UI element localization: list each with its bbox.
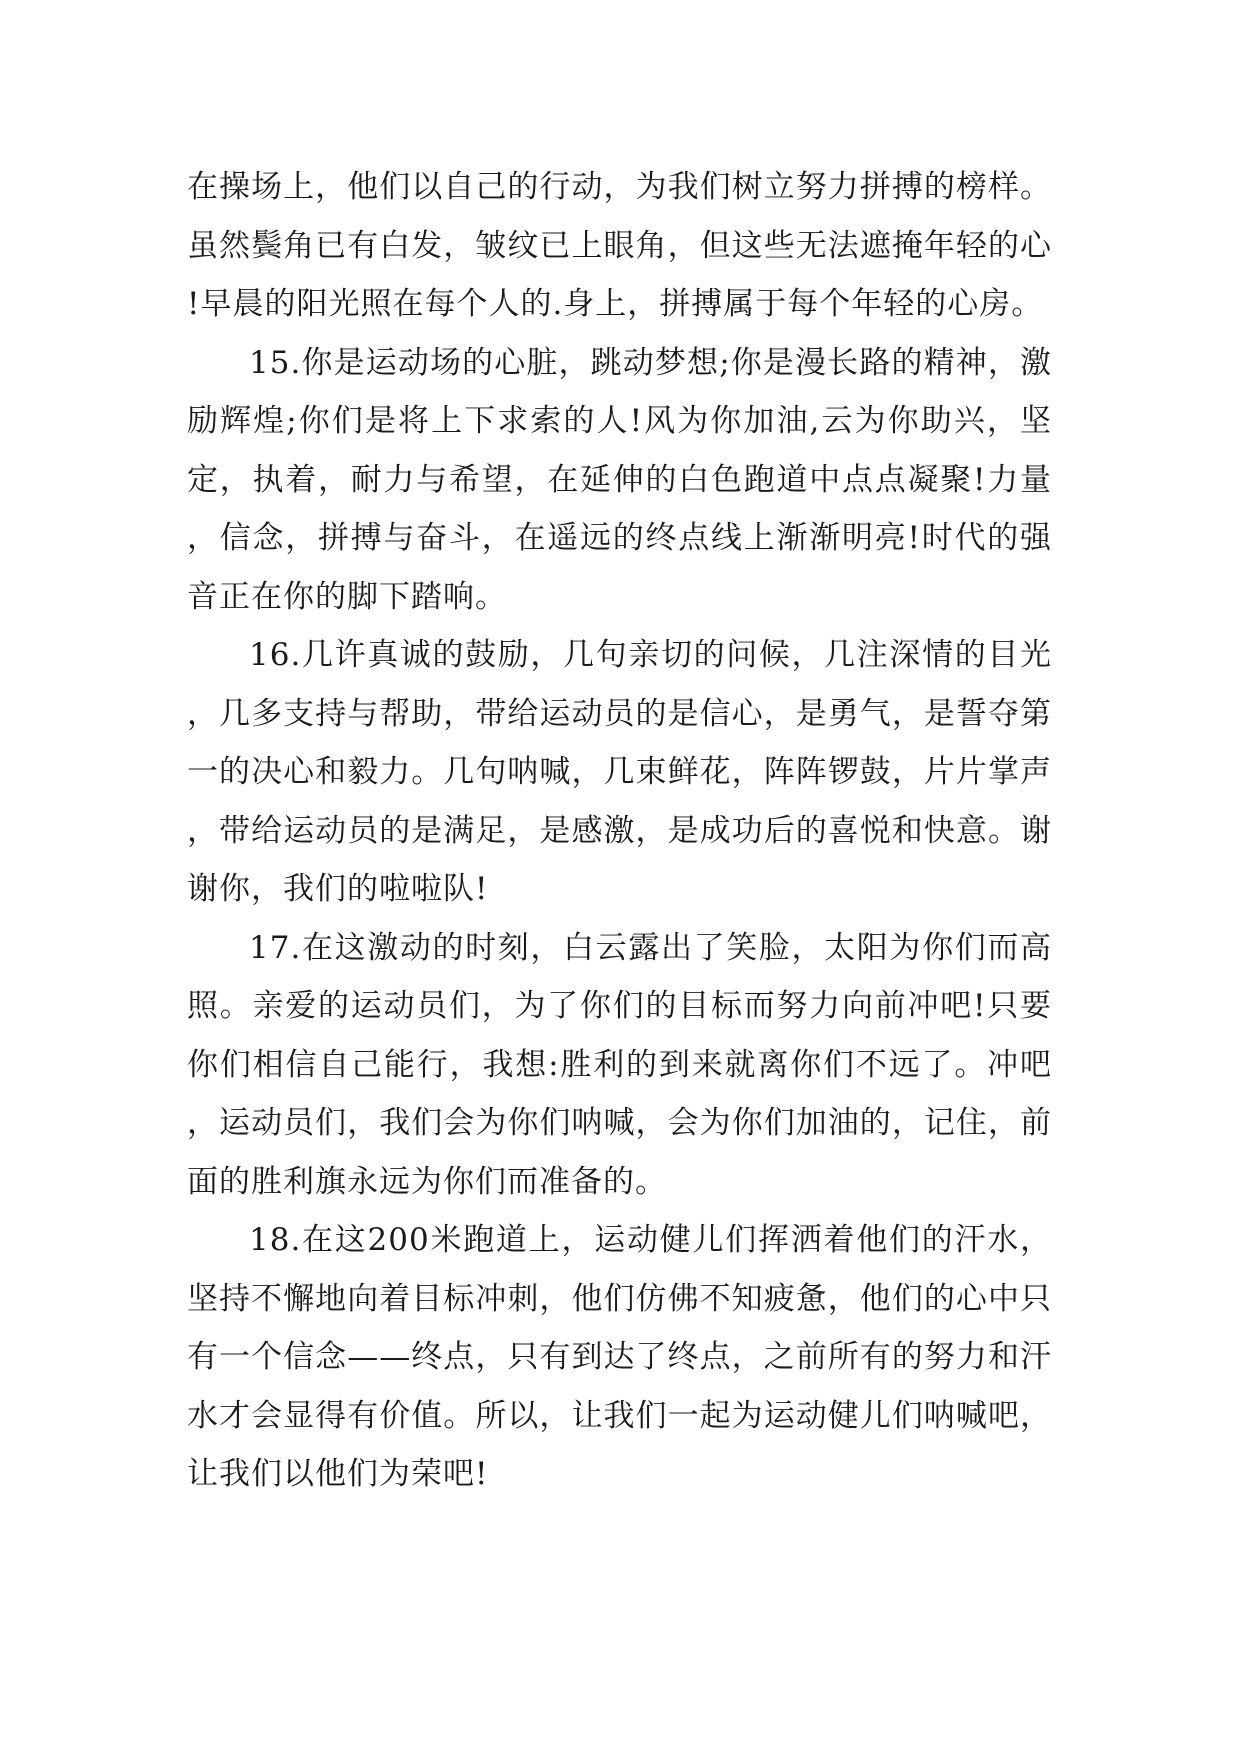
document-body	[187, 158, 1052, 1504]
paragraph-16: 16.几许真诚的鼓励，几句亲切的问候，几注深情的目光，几多支持与帮助，带给运动员的是信心，是勇气，是誓夺第一的决心和毅力。几句呐喊，几束鲜花，阵阵锣鼓，片片掌声，带给运动员的是满足，是感激，是成功后的喜悦和快意。谢谢你，我们的啦啦队!	[187, 637, 1052, 907]
paragraph-15: 15.你是运动场的心脏，跳动梦想;你是漫长路的精神，激励辉煌;你们是将上下求索的人!风为你加油,云为你助兴，坚定，执着，耐力与希望，在延伸的白色跑道中点点凝聚!力量，信念，拼搏与奋斗，在遥远的终点线上渐渐明亮!时代的强音正在你的脚下踏响。	[187, 344, 1052, 615]
paragraph-18: 18.在这200米跑道上，运动健儿们挥洒着他们的汗水，坚持不懈地向着目标冲刺，他们仿佛不知疲惫，他们的心中只有一个信念——终点，只有到达了终点，之前所有的努力和汗水才会显得有价值。所以，让我们一起为运动健儿们呐喊吧，让我们以他们为荣吧!	[187, 1222, 1052, 1492]
paragraph-17: 17.在这激动的时刻，白云露出了笑脸，太阳为你们而高照。亲爱的运动员们，为了你们的目标而努力向前冲吧!只要你们相信自己能行，我想:胜利的到来就离你们不远了。冲吧，运动员们，我们会为你们呐喊，会为你们加油的，记住，前面的胜利旗永远为你们而准备的。	[187, 929, 1052, 1200]
paragraph-14-continuation: 在操场上，他们以自己的行动，为我们树立努力拼搏的榜样。虽然鬓角已有白发，皱纹已上眼角，但这些无法遮掩年轻的心!早晨的阳光照在每个人的.身上，拼搏属于每个年轻的心房。	[187, 169, 1052, 322]
